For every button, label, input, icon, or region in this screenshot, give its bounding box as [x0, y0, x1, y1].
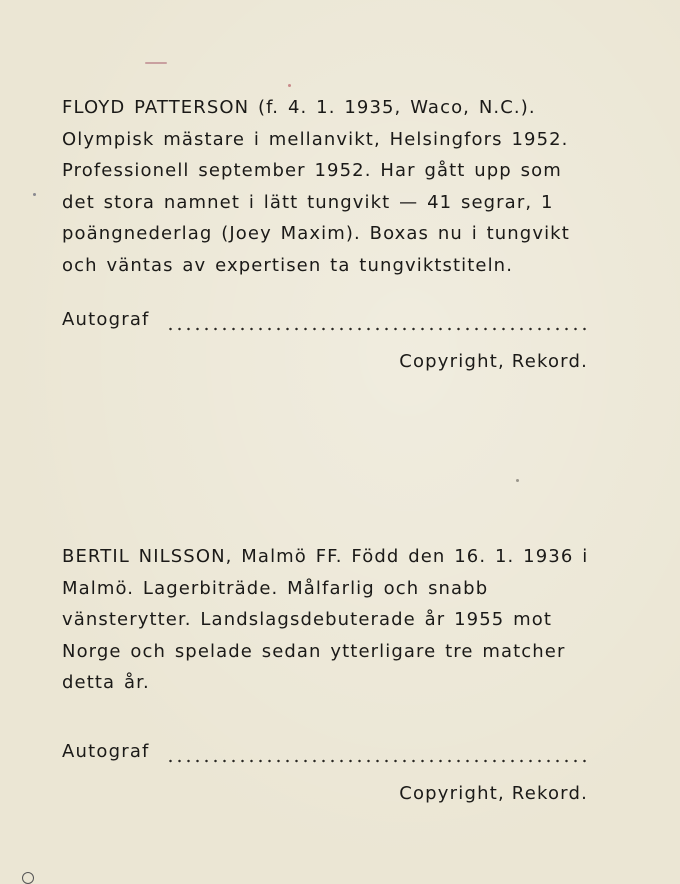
red-ink-speck — [145, 62, 167, 64]
card-biography: BERTIL NILSSON, Malmö FF. Född den 16. 1. 1936 i Malmö. Lagerbiträde. Målfarlig och snabb vänsterytter. Landslagsdebuterade år 1955 mot Norge och spelade sedan ytterligare tre matcher detta år. — [62, 546, 589, 693]
copyright-text: Copyright, Rekord. — [399, 351, 588, 372]
boxer-card — [62, 92, 590, 372]
copyright-text: Copyright, Rekord. — [399, 782, 588, 804]
autograph-label: Autograf — [62, 309, 150, 330]
autograph-label: Autograf — [62, 740, 150, 762]
autograph-row — [62, 741, 590, 769]
autograph-dotted-line — [166, 759, 590, 763]
dust-speck — [33, 193, 36, 196]
autograph-row — [62, 309, 590, 337]
footballer-card — [62, 541, 590, 804]
red-ink-speck — [288, 84, 291, 87]
autograph-dotted-line — [166, 327, 590, 331]
dust-speck — [516, 479, 519, 482]
card-biography: FLOYD PATTERSON (f. 4. 1. 1935, Waco, N.C.). Olympisk mästare i mellanvikt, Helsingfors 1952. Professionell september 1952. Har gått upp som det stora namnet i lätt tungvikt — 41 segrar, 1 poängnederlag (Joey Maxim). Boxas nu i tungvikt och väntas av expertisen ta tungviktstiteln. — [62, 97, 570, 276]
dust-speck — [22, 872, 34, 884]
